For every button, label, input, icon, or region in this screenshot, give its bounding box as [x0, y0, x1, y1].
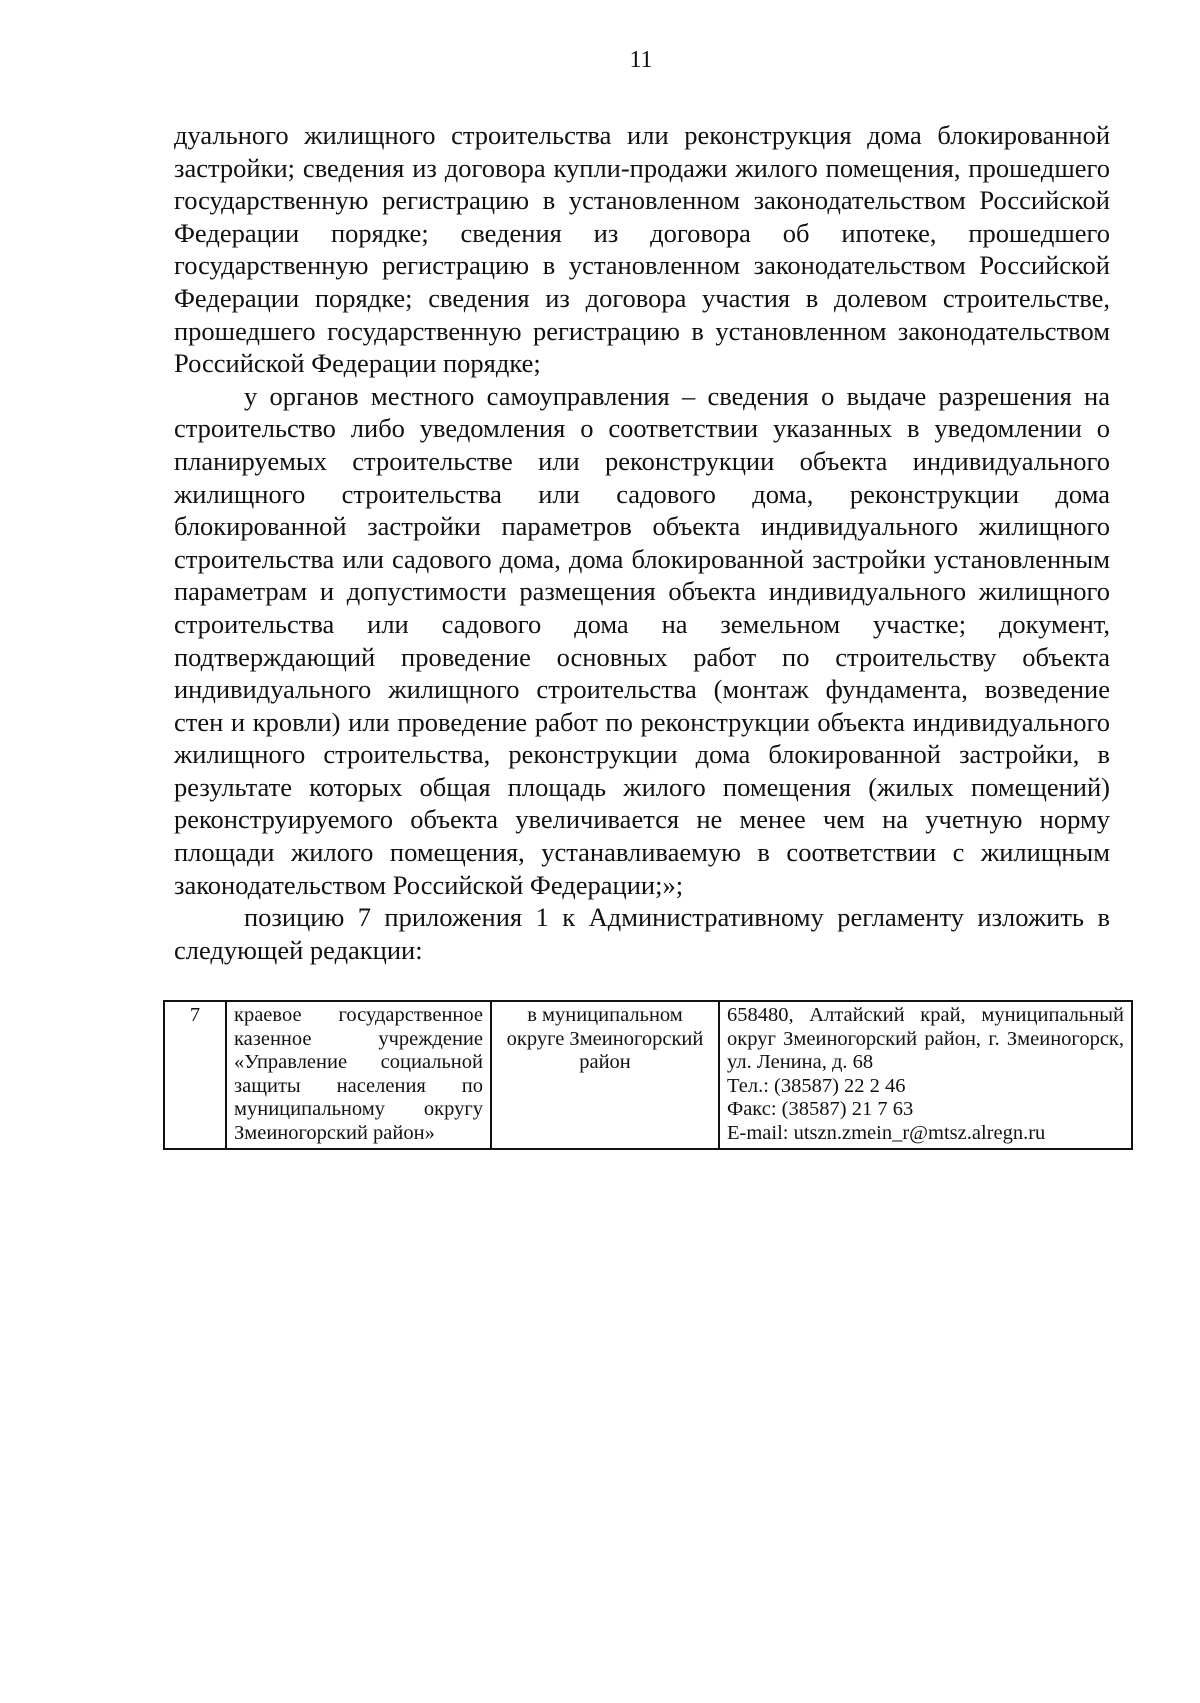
cell-area: в муниципальном округе Змеиногорский район [491, 1001, 719, 1149]
page-number: 11 [629, 47, 653, 73]
cell-number: 7 [164, 1001, 226, 1149]
address-text: 658480, Алтайский край, муниципальный округ Змеиногорский район, г. Змеиногорск, ул. Ленина, д. 68 [727, 1004, 1124, 1074]
paragraph-position-7: позицию 7 приложения 1 к Административному регламенту изложить в следующей редакции: [174, 902, 1110, 965]
paragraph-local-authorities: у органов местного самоуправления – сведения о выдаче разрешения на строительство либо уведомления о соответствии указанных в уведомлении о планируемых строительстве или реконструкции объекта индивидуального жилищного строительства или садового дома, реконструкции дома блокированной застройки параметров объекта индивидуального жилищного строительства или садового дома, дома блокированной застройки установленным параметрам и допустимости размещения объекта индивидуального жилищного строительства или садового дома на земельном участке; документ, подтверждающий проведение основных работ по строительству объекта индивидуального жилищного строительства (монтаж фундамента, возведение стен и кровли) или проведение работ по реконструкции объекта индивидуального жилищного строительства, реконструкции дома блокированной застройки, в результате которых общая площадь жилого помещения (жилых помещений) реконструируемого объекта увеличивается не менее чем на учетную норму площади жилого помещения, устанавливаемую в соответствии с жилищным законодательством Российской Федерации;»; [174, 380, 1110, 900]
fax-text: Факс: (38587) 21 7 63 [727, 1098, 914, 1121]
position-table [163, 1000, 1133, 1150]
cell-institution: краевое государственное казенное учреждение «Управление социальной защиты населения по муниципальному округу Змеиногорский район» [226, 1001, 491, 1149]
table-row [164, 1001, 1132, 1149]
body-text [174, 119, 1110, 966]
phone-text: Тел.: (38587) 22 2 46 [727, 1074, 906, 1097]
paragraph-continuation: дуального жилищного строительства или реконструкция дома блокированной застройки; сведения из договора купли-продажи жилого помещения, прошедшего государственную регистрацию в установленном законодательством Российской Федерации порядке; сведения из договора об ипотеке, прошедшего государственную регистрацию в установленном законодательством Российской Федерации порядке; сведения из договора участия в долевом строительстве, прошедшего государственную регистрацию в установленном законодательством Российской Федерации порядке; [174, 120, 1110, 379]
email-text: E-mail: utszn.zmein_r@mtsz.alregn.ru [727, 1121, 1046, 1144]
cell-contacts [719, 1001, 1132, 1149]
